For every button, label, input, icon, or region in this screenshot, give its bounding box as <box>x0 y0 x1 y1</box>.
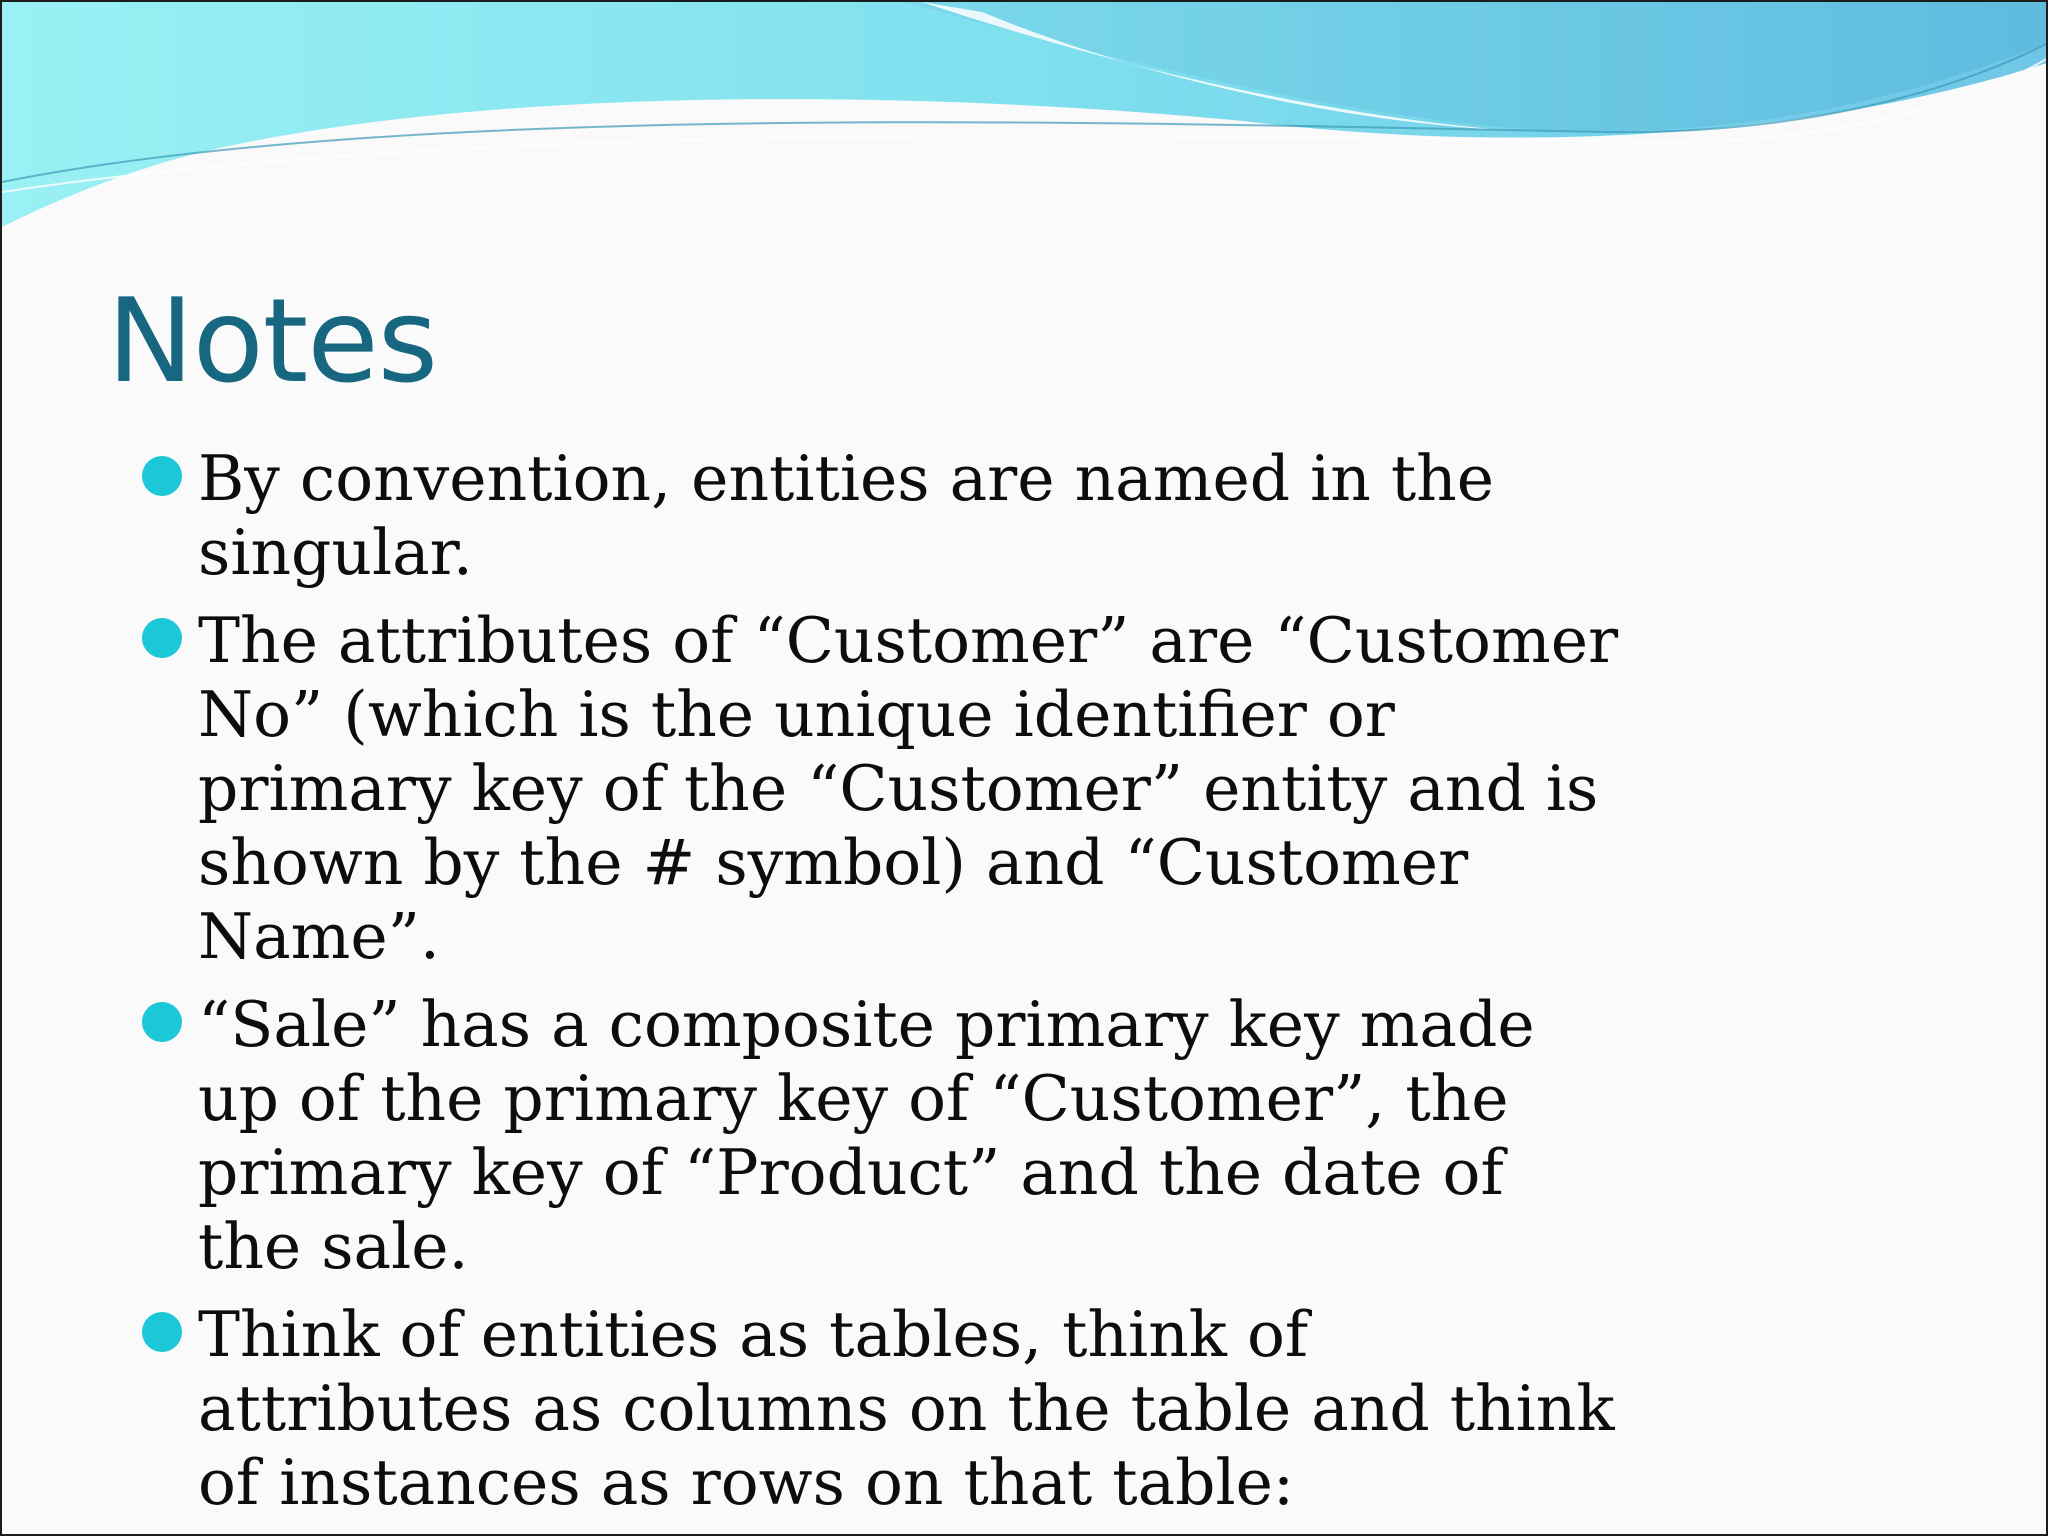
bullet-dot-icon <box>142 1002 182 1042</box>
bullet-list <box>142 442 1622 1534</box>
bullet-dot-icon <box>142 618 182 658</box>
bullet-text: Think of entities as tables, think of attributes as columns on the table and think of instances as rows on that table: <box>198 1298 1615 1519</box>
bullet-item <box>142 1298 1622 1520</box>
bullet-item <box>142 442 1622 590</box>
bullet-text: “Sale” has a composite primary key made up of the primary key of “Customer”, the primary key of “Product” and the date of the sale. <box>198 988 1535 1283</box>
bullet-text: By convention, entities are named in the singular. <box>198 442 1495 589</box>
bullet-item <box>142 988 1622 1284</box>
bullet-item <box>142 604 1622 974</box>
bullet-dot-icon <box>142 456 182 496</box>
header-wave-decoration <box>2 2 2048 242</box>
slide-title: Notes <box>107 274 438 409</box>
bullet-dot-icon <box>142 1312 182 1352</box>
bullet-text: The attributes of “Customer” are “Customer No” (which is the unique identifier or primary key of the “Customer” entity and is shown by the # symbol) and “Customer Name”. <box>198 604 1619 973</box>
